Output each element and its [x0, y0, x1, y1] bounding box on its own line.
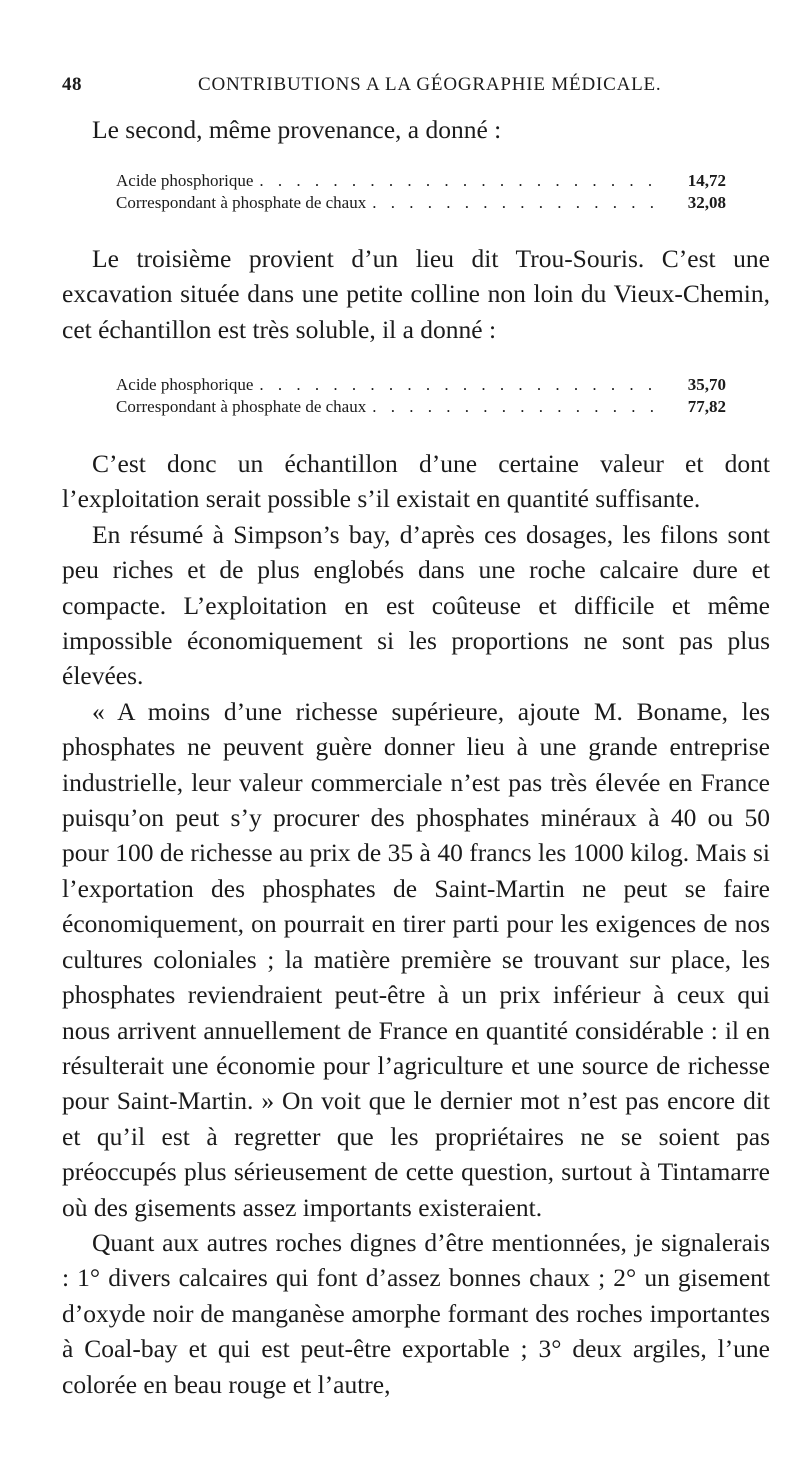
analysis-table-2: [116, 374, 726, 418]
paragraph-echantillon: C’est donc un échantillon d’une certaine valeur et dont l’exploitation serait possible s’il existait en quantité suffisante.: [62, 449, 770, 514]
paragraph-third-sample: Le troisième provient d’un lieu dit Trou-Souris. C’est une excavation située dans une petite colline non loin du Vieux-Chemin, cet échantillon est très soluble, il a donné :: [62, 244, 770, 344]
third-sample-block: [62, 241, 770, 347]
table-row: [116, 374, 726, 396]
table-row: [116, 396, 726, 418]
analysis-table-1: [116, 170, 726, 214]
row-value: 32,08: [687, 193, 726, 212]
paragraph-resume: En résumé à Simpson’s bay, d’après ces dosages, les filons sont peu riches et de plus englobés dans une roche calcaire dure et compacte. L’exploitation en est coûteuse et difficile et même impossible économiquement si les proportions ne sont pas plus élevées.: [62, 519, 770, 691]
leader-dots: [372, 396, 660, 418]
paragraph-boname-quote: « A moins d’une richesse supérieure, ajoute M. Boname, les phosphates ne peuvent guère donner lieu à une grande entreprise industrielle, leur valeur commerciale n’est pas très élevée en France puisqu’on peut s’y procurer des phosphates minéraux à 40 ou 50 pour 100 de richesse au prix de 35 à 40 francs les 1000 kilog. Mais si l’exportation des phosphates de Saint-Martin ne peut se faire économiquement, on pourrait en tirer parti pour les exigences de nos cultures coloniales ; la matière première se trouvant sur place, les phosphates reviendraient peut-être à un prix inférieur à ceux qui nous arrivent annuellement de France en quantité considérable : il en résulterait une économie pour l’agriculture et une source de richesse pour Saint-Martin. » On voit que le dernier mot n’est pas encore dit et qu’il est à regretter que les propriétaires ne se soient pas préoccupés plus sérieusement de cette question, surtout à Tintamarre où des gisements assez importants existeraient.: [62, 696, 770, 1222]
row-label: Acide phosphorique: [116, 171, 254, 190]
row-value: 14,72: [687, 171, 726, 190]
row-label: Correspondant à phosphate de chaux: [116, 193, 367, 212]
table-row: [116, 170, 726, 192]
leader-dots: [259, 170, 660, 192]
paragraph-other-rocks: Quant aux autres roches dignes d’être mentionnées, je signalerais : 1° divers calcaires qui font d’assez bonnes chaux ; 2° un gisement d’oxyde noir de manganèse amorphe formant des roches importantes à Coal-bay et qui est peut-être exportable ; 3° deux argiles, l’une colorée en beau rouge et l’autre,: [62, 1227, 770, 1399]
running-title: CONTRIBUTIONS A LA GÉOGRAPHIE MÉDICALE.: [198, 74, 662, 95]
row-value: 35,70: [687, 375, 726, 394]
leader-dots: [372, 192, 660, 214]
page-number: 48: [62, 74, 82, 95]
intro-block: [62, 112, 770, 147]
table-row: [116, 192, 726, 214]
row-label: Correspondant à phosphate de chaux: [116, 397, 367, 416]
intro-line: Le second, même provenance, a donné :: [92, 115, 502, 144]
row-label: Acide phosphorique: [116, 375, 254, 394]
main-text-block: [62, 446, 770, 1402]
leader-dots: [259, 374, 660, 396]
row-value: 77,82: [687, 397, 726, 416]
